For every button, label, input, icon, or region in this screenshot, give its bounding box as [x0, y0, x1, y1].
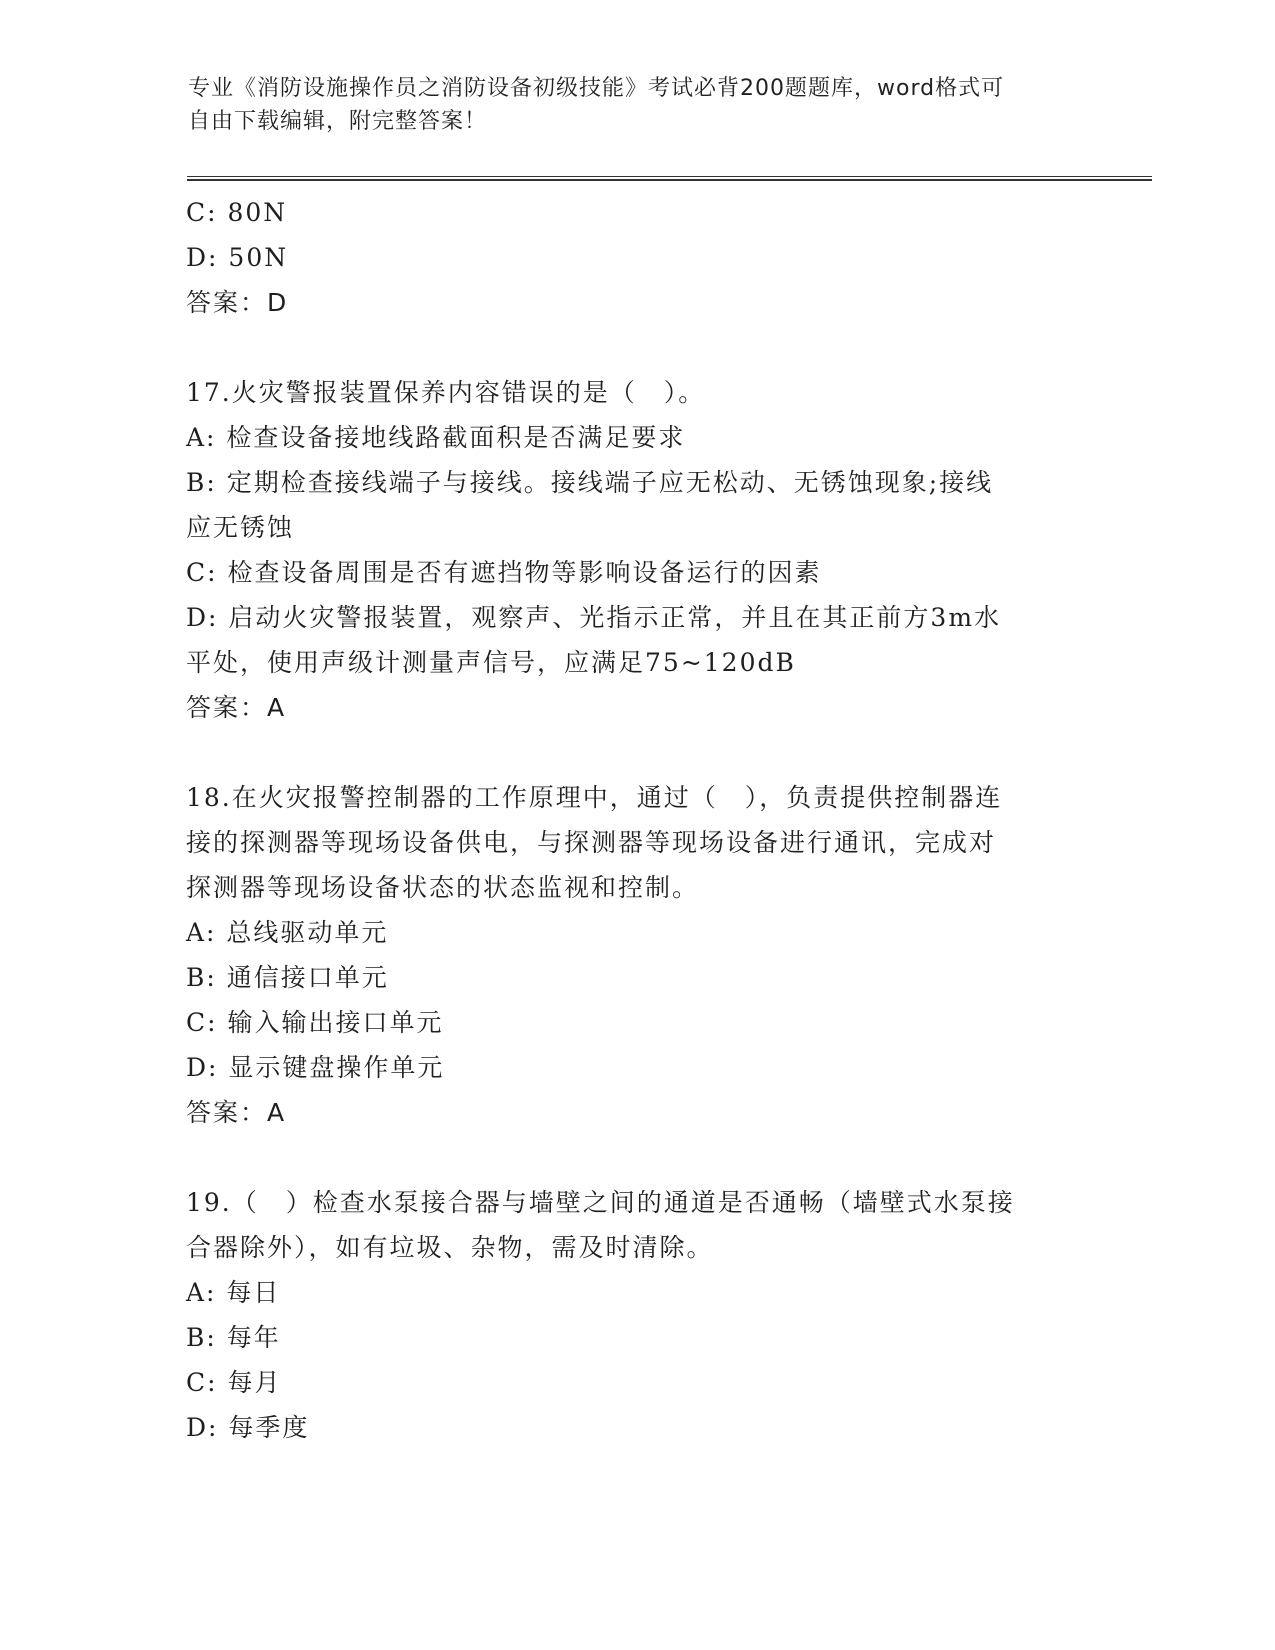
spacer	[186, 325, 1086, 370]
question-19	[186, 1180, 1086, 1450]
question-17	[186, 370, 1086, 730]
question-stem-line-2: 合器除外），如有垃圾、杂物，需及时清除。	[186, 1233, 714, 1262]
question-stem-line-1: 19.（ ）检查水泵接合器与墙壁之间的通道是否通畅（墙壁式水泵接	[186, 1188, 1015, 1217]
spacer	[186, 730, 1086, 775]
option-a: A: 每日	[186, 1278, 281, 1307]
spacer	[186, 1135, 1086, 1180]
option-a: A: 总线驱动单元	[186, 918, 389, 947]
question-stem-line-3: 探测器等现场设备状态的状态监视和控制。	[186, 873, 700, 902]
option-d: D: 每季度	[186, 1413, 310, 1442]
question-18	[186, 775, 1086, 1135]
question-stem-line-2: 接的探测器等现场设备供电，与探测器等现场设备进行通讯，完成对	[186, 828, 997, 857]
question-stem: 17.火灾警报装置保养内容错误的是（ ）。	[186, 378, 706, 407]
answer-line: 答案：A	[186, 693, 287, 722]
header-title-line-1: 专业《消防设施操作员之消防设备初级技能》考试必背200题题库，word格式可	[188, 76, 1005, 101]
answer-line: 答案：A	[186, 1098, 287, 1127]
answer-line: 答案：D	[186, 288, 289, 317]
option-d: D: 显示键盘操作单元	[186, 1053, 445, 1082]
document-header	[188, 72, 1068, 138]
option-d-line-1: D: 启动火灾警报装置，观察声、光指示正常，并且在其正前方3m水	[186, 603, 1002, 632]
document-body	[186, 190, 1086, 1450]
option-b-line-1: B: 定期检查接线端子与接线。接线端子应无松动、无锈蚀现象;接线	[186, 468, 994, 497]
previous-question-tail	[186, 190, 1086, 325]
option-c: C: 输入输出接口单元	[186, 1008, 444, 1037]
option-b: B: 通信接口单元	[186, 963, 389, 992]
question-stem-line-1: 18.在火灾报警控制器的工作原理中，通过（ ），负责提供控制器连	[186, 783, 1003, 812]
header-title-line-2: 自由下载编辑，附完整答案！	[188, 109, 488, 134]
option-a: A: 检查设备接地线路截面积是否满足要求	[186, 423, 686, 452]
option-c: C: 80N	[186, 198, 288, 227]
option-b-line-2: 应无锈蚀	[186, 513, 295, 542]
header-divider	[187, 176, 1152, 181]
option-b: B: 每年	[186, 1323, 281, 1352]
option-d: D: 50N	[186, 243, 289, 272]
option-c: C: 检查设备周围是否有遮挡物等影响设备运行的因素	[186, 558, 822, 587]
option-c: C: 每月	[186, 1368, 282, 1397]
option-d-line-2: 平处，使用声级计测量声信号，应满足75~120dB	[186, 648, 796, 677]
